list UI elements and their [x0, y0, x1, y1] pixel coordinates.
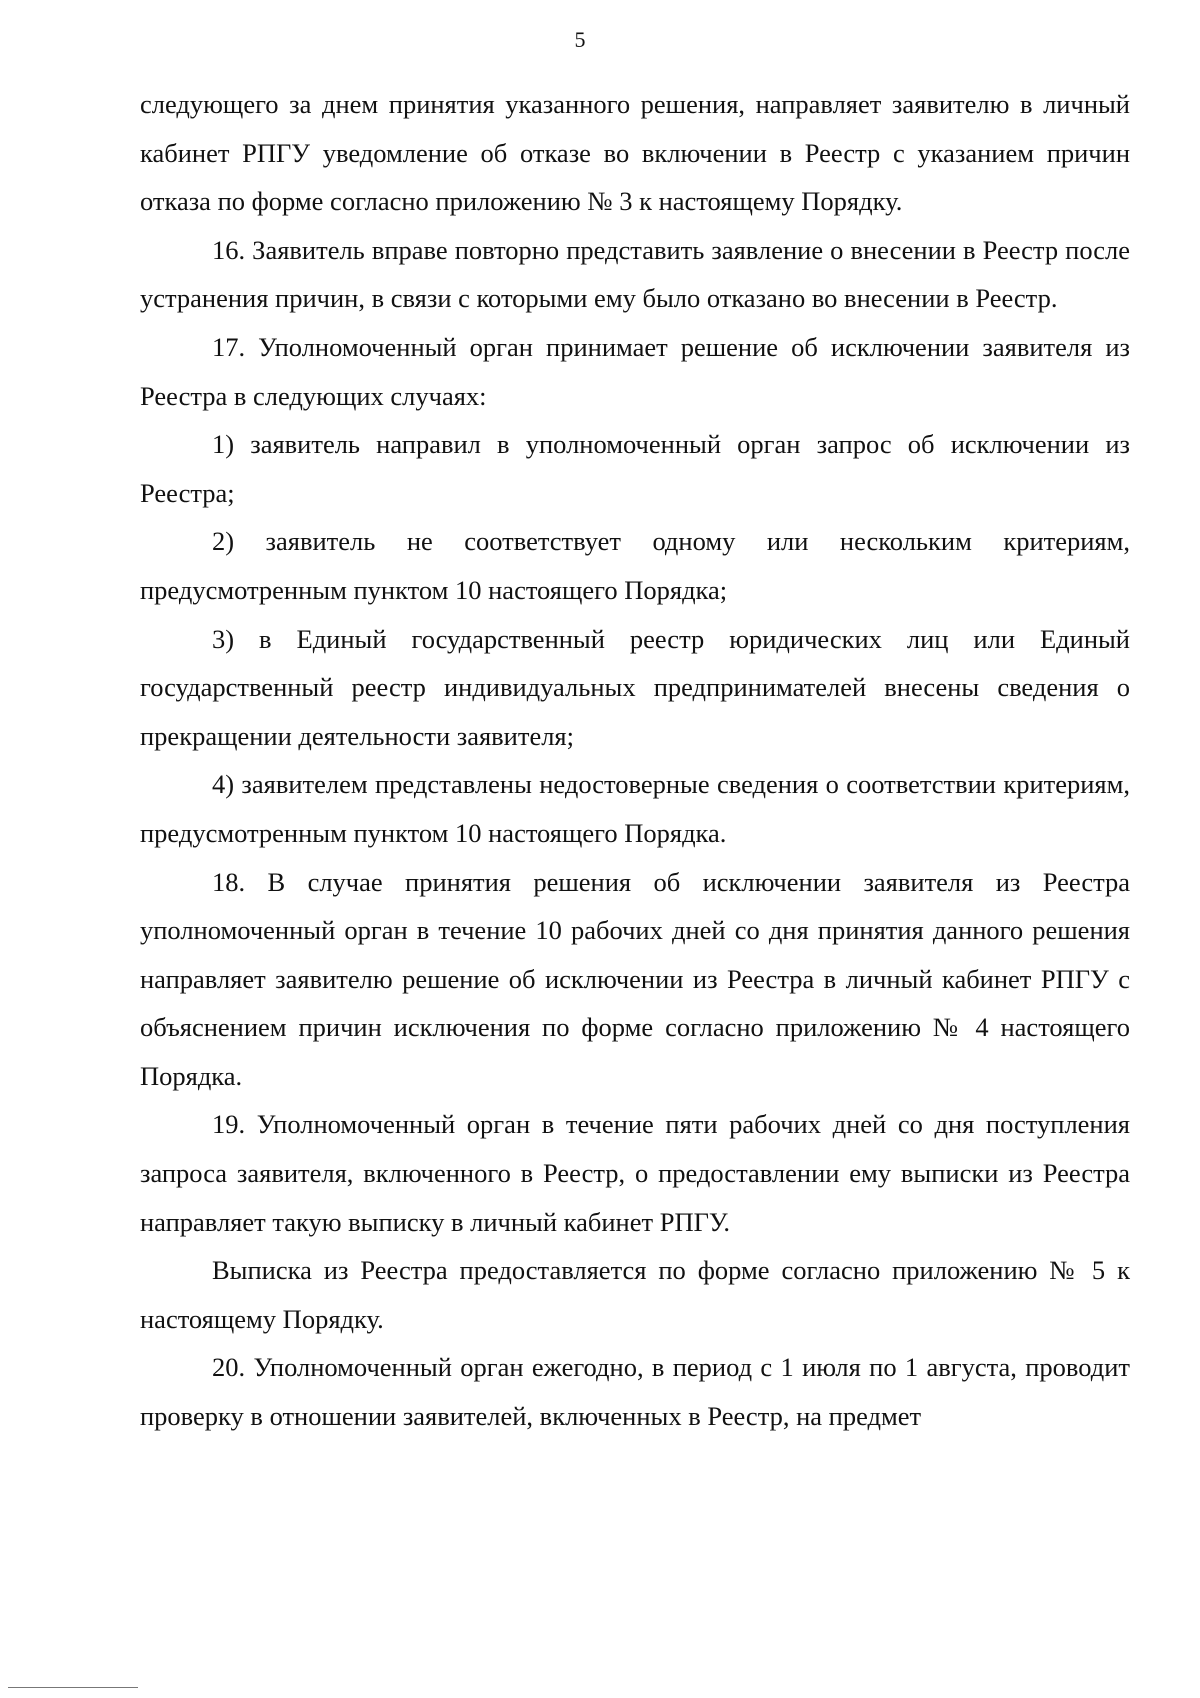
- paragraph-20: 20. Уполномоченный орган ежегодно, в период с 1 июля по 1 августа, проводит проверку в отношении заявителей, включенных в Реестр, на предмет: [140, 1352, 1130, 1432]
- footer-rule: [8, 1687, 138, 1688]
- paragraph-17-item-2: 2) заявитель не соответствует одному или нескольким критериям, предусмотренным пунктом 10 настоящего Порядка;: [140, 526, 1130, 605]
- paragraph-17-item-3: 3) в Единый государственный реестр юридических лиц или Единый государственный реестр индивидуальных предпринимателей внесены сведения о прекращении деятельности заявителя;: [140, 623, 1130, 751]
- page-number: 5: [574, 27, 586, 52]
- paragraph-19: 19. Уполномоченный орган в течение пяти рабочих дней со дня поступления запроса заявителя, включенного в Реестр, о предоставлении ему выписки из Реестра направляет такую выписку в личный кабинет РПГУ.: [140, 1109, 1130, 1237]
- paragraph-19-extract: Выписка из Реестра предоставляется по форме согласно приложению № 5 к настоящему Порядку.: [140, 1255, 1130, 1334]
- paragraph-17-item-4: 4) заявителем представлены недостоверные сведения о соответствии критериям, предусмотренным пунктом 10 настоящего Порядка.: [140, 769, 1130, 848]
- paragraph-17: 17. Уполномоченный орган принимает решение об исключении заявителя из Реестра в следующих случаях:: [140, 331, 1130, 411]
- paragraph-continuation: следующего за днем принятия указанного решения, направляет заявителю в личный кабинет РПГУ уведомление об отказе во включении в Реестр с указанием причин отказа по форме согласно приложению № 3 к настоящему Порядку.: [140, 89, 1130, 217]
- paragraph-16: 16. Заявитель вправе повторно представить заявление о внесении в Реестр после устранения причин, в связи с которыми ему было отказано во внесении в Реестр.: [140, 234, 1130, 314]
- paragraph-17-item-1: 1) заявитель направил в уполномоченный орган запрос об исключении из Реестра;: [140, 429, 1130, 508]
- document-body: [140, 80, 1130, 1441]
- paragraph-18: 18. В случае принятия решения об исключении заявителя из Реестра уполномоченный орган в течение 10 рабочих дней со дня принятия данного решения направляет заявителю решение об исключении из Реестра в личный кабинет РПГУ с объяснением причин исключения по форме согласно приложению № 4 настоящего Порядка.: [140, 866, 1130, 1091]
